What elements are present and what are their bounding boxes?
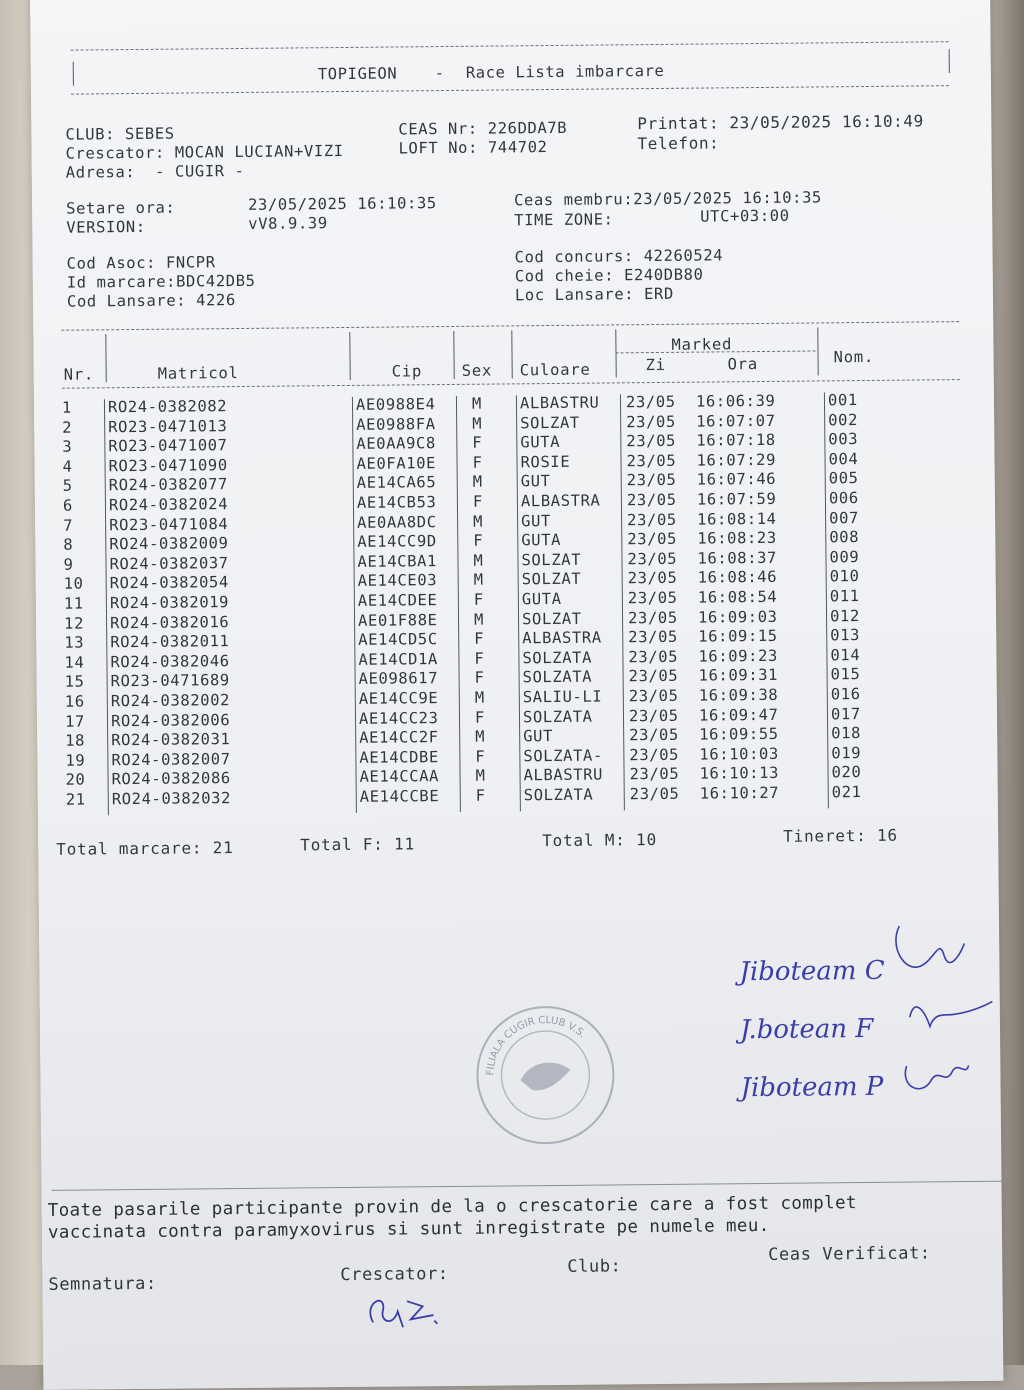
cell-sex: F: [475, 747, 485, 765]
cell-nr: 2: [62, 418, 72, 436]
header-top-border: [71, 41, 949, 50]
cell-ora: 16:06:39: [696, 392, 776, 411]
cell-nr: 14: [64, 653, 84, 671]
cell-matricol: RO24-0382016: [110, 613, 229, 632]
cell-nom: 007: [829, 509, 859, 527]
cell-matricol: RO23-0471013: [108, 417, 227, 436]
header-bottom-border: [71, 85, 949, 94]
header-brand: TOPIGEON: [318, 64, 398, 83]
setare-ora-label: Setare ora:: [66, 199, 175, 218]
cell-matricol: RO24-0382082: [108, 397, 227, 416]
cell-nr: 1: [62, 399, 72, 417]
cell-nr: 4: [62, 457, 72, 475]
cell-ora: 16:09:31: [699, 666, 779, 685]
col-sep-header-1: [105, 334, 106, 382]
cell-cip: AE0AA8DC: [357, 513, 437, 532]
cell-ora: 16:08:54: [698, 588, 778, 607]
semnatura-label: Semnatura:: [48, 1274, 157, 1295]
cell-ora: 16:09:23: [698, 647, 778, 666]
printat: Printat: 23/05/2025 16:10:49: [637, 111, 924, 133]
header-culoare: Culoare: [520, 361, 591, 380]
ceas-nr: CEAS Nr: 226DDA7B: [398, 119, 567, 139]
cell-nr: 15: [65, 673, 85, 691]
cell-zi: 23/05: [629, 687, 679, 705]
cell-zi: 23/05: [626, 393, 676, 411]
cell-zi: 23/05: [629, 706, 679, 724]
cell-zi: 23/05: [628, 628, 678, 646]
cell-sex: M: [474, 610, 484, 628]
cell-sex: M: [473, 512, 483, 530]
total-m: Total M: 10: [542, 830, 657, 850]
cell-sex: F: [474, 630, 484, 648]
cell-sex: M: [472, 414, 482, 432]
cell-matricol: RO24-0382031: [111, 730, 230, 749]
cell-cip: AE14CD5C: [358, 630, 438, 649]
loft-no: LOFT No: 744702: [398, 138, 547, 157]
cell-nom: 016: [831, 685, 861, 703]
pigeon-icon: [520, 1062, 570, 1090]
cell-nr: 16: [65, 693, 85, 711]
cell-ora: 16:08:46: [698, 568, 778, 587]
cell-nr: 19: [65, 751, 85, 769]
club-stamp: [470, 999, 621, 1150]
handwritten-signatures: [729, 916, 1001, 1119]
cell-nom: 013: [830, 626, 860, 644]
cell-culoare: SOLZATA: [524, 786, 594, 805]
cell-culoare: GUTA: [521, 531, 561, 549]
cell-matricol: RO24-0382011: [110, 632, 229, 651]
stamp-text: FILIALA CUGIR CLUB V.S.: [485, 1015, 588, 1076]
cell-nom: 014: [830, 646, 860, 664]
telefon: Telefon:: [637, 133, 719, 153]
cell-culoare: GUT: [521, 512, 551, 530]
cell-sex: M: [475, 767, 485, 785]
cell-cip: AE0FA10E: [356, 454, 436, 473]
cell-sex: M: [472, 395, 482, 413]
cell-ora: 16:07:07: [696, 411, 776, 430]
cell-nom: 010: [830, 567, 860, 585]
cell-zi: 23/05: [626, 432, 676, 450]
cell-sex: F: [472, 434, 482, 452]
id-marcare: Id marcare:BDC42DB5: [67, 272, 256, 292]
cell-culoare: SOLZAT: [520, 413, 580, 432]
tineret: Tineret: 16: [783, 826, 898, 846]
header-nr: Nr.: [64, 365, 95, 383]
cell-ora: 16:08:37: [697, 549, 777, 568]
cell-ora: 16:08:14: [697, 509, 777, 528]
cell-nom: 003: [828, 430, 858, 448]
cell-nr: 18: [65, 732, 85, 750]
cell-ora: 16:09:38: [699, 686, 779, 705]
cell-nom: 021: [832, 783, 862, 801]
cell-culoare: SOLZAT: [522, 609, 582, 628]
cell-nr: 6: [63, 497, 73, 515]
col-sep-body-5: [620, 394, 625, 810]
cell-sex: M: [473, 551, 483, 569]
cell-cip: AE0AA9C8: [356, 434, 436, 453]
cell-matricol: RO24-0382007: [111, 750, 230, 769]
cell-cip: AE14CC9E: [359, 689, 439, 708]
cod-concurs: Cod concurs: 42260524: [515, 246, 724, 266]
cell-zi: 23/05: [627, 510, 677, 528]
cell-cip: AE0988E4: [356, 395, 436, 414]
cell-ora: 16:07:18: [696, 431, 776, 450]
header-title: Race Lista imbarcare: [466, 62, 665, 82]
cell-culoare: SOLZATA: [522, 648, 592, 667]
handwritten-name-2: J.botean F: [735, 1014, 875, 1045]
declaration-divider: [52, 1181, 1012, 1191]
cell-zi: 23/05: [627, 530, 677, 548]
cell-matricol: RO24-0382077: [109, 476, 228, 495]
cell-cip: AE14CE03: [358, 572, 438, 591]
cell-cip: AE0988FA: [356, 415, 436, 434]
cell-nr: 8: [63, 536, 73, 554]
header-matricol: Matricol: [158, 364, 239, 383]
declaration-line-1: Toate pasarile participante provin de la o crescatorie care a fost complet: [48, 1192, 857, 1222]
cell-matricol: RO24-0382086: [111, 770, 230, 789]
cell-nr: 17: [65, 712, 85, 730]
cell-zi: 23/05: [628, 648, 678, 666]
col-sep-body-3: [456, 396, 461, 812]
cell-sex: F: [474, 591, 484, 609]
cell-sex: M: [475, 689, 485, 707]
header-nom: Nom.: [833, 348, 874, 366]
header-left-border: [73, 62, 74, 86]
cell-ora: 16:07:59: [697, 490, 777, 509]
cell-culoare: ALBASTRU: [520, 394, 600, 413]
time-zone-label: TIME ZONE:: [514, 210, 613, 229]
club-signature-label: Club:: [567, 1256, 621, 1277]
cell-zi: 23/05: [627, 550, 677, 568]
cell-culoare: ALBASTRA: [522, 629, 602, 648]
ceas-membru: Ceas membru:23/05/2025 16:10:35: [514, 188, 822, 209]
cell-ora: 16:10:27: [700, 784, 780, 803]
cell-culoare: SALIU-LI: [523, 688, 603, 707]
header-separator: -: [435, 64, 445, 82]
cell-ora: 16:09:47: [699, 705, 779, 724]
cod-asoc: Cod Asoc: FNCPR: [67, 253, 216, 272]
cell-zi: 23/05: [626, 412, 676, 430]
header-sex: Sex: [462, 362, 493, 380]
cell-nr: 12: [64, 614, 84, 632]
cell-ora: 16:07:29: [696, 451, 776, 470]
handwritten-name-3: Jiboteam P: [735, 1072, 884, 1103]
cell-nom: 008: [829, 528, 859, 546]
cell-matricol: RO24-0382024: [109, 495, 228, 514]
cell-zi: 23/05: [627, 491, 677, 509]
table-header-top-border: [61, 321, 959, 331]
cell-matricol: RO23-0471007: [108, 436, 227, 455]
header-ora: Ora: [728, 355, 759, 373]
cell-nom: 002: [828, 411, 858, 429]
cell-matricol: RO24-0382006: [111, 711, 230, 730]
col-sep-header-6: [817, 327, 818, 375]
cell-nr: 3: [62, 438, 72, 456]
cell-cip: AE14CC9D: [357, 532, 437, 551]
cell-matricol: RO24-0382009: [109, 534, 228, 553]
cell-culoare: SOLZATA: [523, 668, 593, 687]
handwritten-name-1: Jiboteam C: [734, 956, 885, 987]
cell-nr: 7: [63, 516, 73, 534]
cell-cip: AE14CC2F: [359, 728, 439, 747]
cell-zi: 23/05: [629, 746, 679, 764]
cell-nom: 015: [831, 665, 861, 683]
cod-cheie: Cod cheie: E240DB80: [515, 266, 704, 286]
cell-nr: 9: [63, 555, 73, 573]
header-zi: Zi: [646, 356, 666, 374]
cell-cip: AE01F88E: [358, 611, 438, 630]
cell-sex: M: [475, 728, 485, 746]
cell-ora: 16:09:55: [699, 725, 779, 744]
cell-culoare: SOLZATA-: [523, 746, 603, 765]
col-sep-header-3: [453, 331, 454, 379]
cell-nom: 009: [829, 548, 859, 566]
ceas-verificat-label: Ceas Verificat:: [768, 1243, 931, 1265]
cell-sex: M: [473, 473, 483, 491]
cell-nr: 13: [64, 634, 84, 652]
cell-zi: 23/05: [630, 785, 680, 803]
cell-zi: 23/05: [628, 589, 678, 607]
cell-culoare: ALBASTRA: [521, 492, 601, 511]
cell-nr: 5: [63, 477, 73, 495]
cell-cip: AE098617: [359, 670, 439, 689]
cell-zi: 23/05: [629, 765, 679, 783]
cell-sex: F: [475, 708, 485, 726]
cell-nom: 001: [828, 391, 858, 409]
cell-ora: 16:09:03: [698, 607, 778, 626]
crescator-signature-scribble: [352, 1281, 463, 1342]
col-sep-header-5: [615, 329, 616, 377]
cell-ora: 16:09:15: [698, 627, 778, 646]
total-f: Total F: 11: [300, 834, 415, 854]
cell-sex: F: [474, 649, 484, 667]
cell-culoare: ROSIE: [520, 453, 570, 471]
cell-culoare: SOLZAT: [522, 570, 582, 589]
cell-cip: AE14CDEE: [358, 591, 438, 610]
cell-cip: AE14CDBE: [359, 748, 439, 767]
cell-culoare: SOLZATA: [523, 707, 593, 726]
cell-nom: 020: [831, 763, 861, 781]
version-label: VERSION:: [66, 218, 146, 237]
cell-matricol: RO24-0382019: [110, 593, 229, 612]
cell-ora: 16:10:13: [699, 764, 779, 783]
version-value: vV8.9.39: [248, 214, 328, 233]
printed-sheet: [30, 0, 1003, 1390]
cell-cip: AE14CCBE: [360, 787, 440, 806]
cell-sex: F: [475, 669, 485, 687]
cell-sex: F: [473, 532, 483, 550]
cell-culoare: GUTA: [522, 590, 562, 608]
cell-nr: 20: [65, 771, 85, 789]
club-label: CLUB: SEBES: [65, 125, 174, 144]
cell-ora: 16:07:46: [697, 470, 777, 489]
cell-matricol: RO24-0382054: [110, 574, 229, 593]
cell-culoare: GUT: [521, 472, 551, 490]
cell-cip: AE14CCAA: [359, 768, 439, 787]
crescator-label: Crescator: MOCAN LUCIAN+VIZI: [65, 142, 343, 163]
cell-ora: 16:08:23: [697, 529, 777, 548]
cell-matricol: RO24-0382032: [112, 789, 231, 808]
time-zone-value: UTC+03:00: [700, 207, 790, 226]
setare-ora-value: 23/05/2025 16:10:35: [248, 194, 437, 214]
cell-cip: AE14CA65: [357, 474, 437, 493]
cell-zi: 23/05: [628, 608, 678, 626]
cell-sex: F: [472, 453, 482, 471]
cell-nr: 10: [64, 575, 84, 593]
cell-zi: 23/05: [628, 569, 678, 587]
cell-cip: AE14CBA1: [357, 552, 437, 571]
cell-sex: M: [474, 571, 484, 589]
cell-nom: 012: [830, 607, 860, 625]
cell-nom: 004: [828, 450, 858, 468]
cell-matricol: RO23-0471090: [108, 456, 227, 475]
cell-cip: AE14CB53: [357, 493, 437, 512]
col-sep-header-2: [349, 332, 350, 380]
header-right-border: [949, 49, 950, 73]
cell-zi: 23/05: [626, 452, 676, 470]
cell-nom: 006: [829, 489, 859, 507]
crescator-signature-label: Crescator:: [340, 1264, 449, 1285]
cell-culoare: ALBASTRU: [523, 766, 603, 785]
cell-cip: AE14CC23: [359, 709, 439, 728]
cell-nr: 21: [66, 791, 86, 809]
cell-ora: 16:10:03: [699, 745, 779, 764]
cell-zi: 23/05: [627, 471, 677, 489]
cell-culoare: GUTA: [520, 433, 560, 451]
total-marcare: Total marcare: 21: [56, 838, 234, 859]
col-sep-header-4: [511, 330, 512, 378]
cell-nom: 018: [831, 724, 861, 742]
header-cip: Cip: [392, 362, 423, 380]
cell-sex: F: [473, 493, 483, 511]
cell-matricol: RO23-0471084: [109, 515, 228, 534]
cell-nom: 017: [831, 705, 861, 723]
cell-sex: F: [476, 787, 486, 805]
cell-nom: 019: [831, 744, 861, 762]
cell-culoare: GUT: [523, 727, 553, 745]
header-marked: Marked: [671, 335, 732, 354]
cell-nr: 11: [64, 595, 84, 613]
cell-matricol: RO24-0382046: [110, 652, 229, 671]
cell-zi: 23/05: [629, 726, 679, 744]
cell-cip: AE14CD1A: [358, 650, 438, 669]
cell-nom: 011: [830, 587, 860, 605]
cell-culoare: SOLZAT: [521, 551, 581, 570]
cell-matricol: RO23-0471689: [111, 672, 230, 691]
cell-zi: 23/05: [629, 667, 679, 685]
cod-lansare: Cod Lansare: 4226: [67, 291, 236, 311]
declaration-line-2: vaccinata contra paramyxovirus si sunt inregistrate pe numele meu.: [48, 1215, 770, 1244]
cell-nom: 005: [829, 469, 859, 487]
cell-matricol: RO24-0382037: [109, 554, 228, 573]
loc-lansare: Loc Lansare: ERD: [515, 285, 674, 305]
cell-matricol: RO24-0382002: [111, 691, 230, 710]
adresa-label: Adresa: - CUGIR -: [66, 162, 245, 182]
